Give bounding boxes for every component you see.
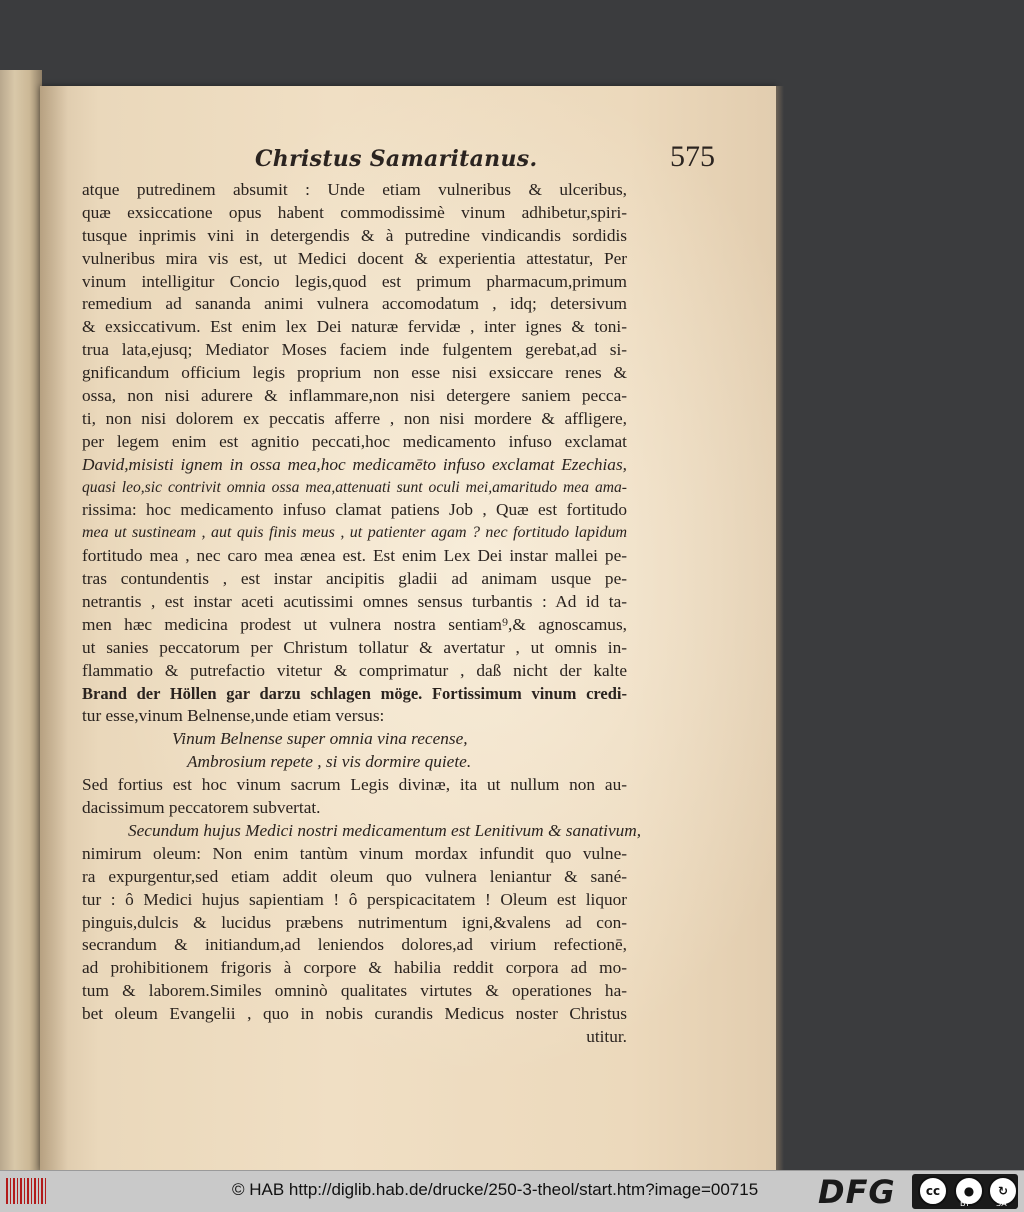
text-line: ossa, non nisi adurere & inflammare,non nisi detergere saniem pecca- <box>82 386 627 406</box>
text-line: ti, non nisi dolorem ex peccatis afferre , non nisi mordere & affligere, <box>82 408 627 428</box>
share-alike-icon: ↻ <box>988 1176 1018 1206</box>
text-block <box>82 179 642 1049</box>
text-line: quæ exsiccatione opus habent commodissimè vinum adhibetur,spiri- <box>82 202 627 222</box>
text-line: quasi leo,sic contrivit omnia ossa mea,attenuati sunt oculi mei,amaritudo mea ama- <box>82 478 627 496</box>
text-line: trua lata,ejusq; Mediator Moses faciem inde fulgentem gerebat,ad si- <box>82 340 627 360</box>
text-line: Secundum hujus Medici nostri medicamentum est Lenitivum & sanativum, <box>128 820 642 840</box>
text-line: remedium ad sananda animi vulnera accomodatum , idq; detersivum <box>82 294 627 314</box>
text-line: flammatio & putrefactio vitetur & comprimatur , daß nicht der kalte <box>82 660 627 680</box>
text-line: tur : ô Medici hujus sapientiam ! ô perspicacitatem ! Oleum est liquor <box>82 889 627 909</box>
text-line: ut sanies peccatorum per Christum tollatur & avertatur , ut omnis in- <box>82 637 627 657</box>
text-line: atque putredinem absumit : Unde etiam vulneribus & ulceribus, <box>82 180 627 199</box>
page-header <box>255 140 755 176</box>
text-line: fortitudo mea , nec caro mea ænea est. Est enim Lex Dei instar mallei pe- <box>82 546 627 566</box>
verse-line: Vinum Belnense super omnia vina recense, <box>172 729 468 749</box>
text-line: gnificandum officium legis proprium non esse nisi exsiccare renes & <box>82 363 627 383</box>
text-line: tusque inprimis vini in detergendis & à putredine vindicandis sordidis <box>82 225 627 245</box>
text-line: tum & laborem.Similes omninò qualitates virtutes & operationes ha- <box>82 981 627 1001</box>
text-line: pinguis,dulcis & lucidus præbens nutrimentum igni,&valens ad con- <box>82 912 627 932</box>
book-edge <box>0 70 42 1170</box>
text-line: nimirum oleum: Non enim tantùm vinum mordax infundit quo vulne- <box>82 843 627 863</box>
dfg-logo: DFG <box>818 1173 896 1211</box>
text-line: ad prohibitionem frigoris à corpore & habilia reddit corpora ad mo- <box>82 958 627 978</box>
page-right-edge <box>776 86 784 1170</box>
cc-icon: cc <box>918 1176 948 1206</box>
text-line: dacissimum peccatorem subvertat. <box>82 798 321 818</box>
text-line: per legem enim est agnitio peccati,hoc medicamento infuso exclamat <box>82 431 627 451</box>
verse-line: Ambrosium repete , si vis dormire quiete. <box>187 752 472 772</box>
text-line: & exsiccativum. Est enim lex Dei naturæ fervidæ , inter ignes & toni- <box>82 317 627 337</box>
text-line: David,misisti ignem in ossa mea,hoc medicamēto infuso exclamat Ezechias, <box>82 454 627 474</box>
running-title: Christus Samaritanus. <box>255 146 538 172</box>
page-number: 575 <box>670 140 715 173</box>
sa-label: SA <box>996 1199 1007 1208</box>
text-line: Sed fortius est hoc vinum sacrum Legis divinæ, ita ut nullum non au- <box>82 775 627 795</box>
by-person-icon: ● <box>954 1176 984 1206</box>
text-line: mea ut sustineam , aut quis finis meus , ut patienter agam ? nec fortitudo lapidum <box>82 524 627 542</box>
text-line: vulneribus mira vis est, ut Medici docent & experientia attestatur, Per <box>82 248 627 268</box>
text-line: Brand der Höllen gar darzu schlagen möge. Fortissimum vinum credi- <box>82 683 627 703</box>
text-line: men hæc medicina prodest ut vulnera nostra sentiam⁹,& agnoscamus, <box>82 614 627 634</box>
source-link[interactable]: © HAB http://diglib.hab.de/drucke/250-3-theol/start.htm?image=00715 <box>232 1180 759 1199</box>
by-label: BY <box>960 1199 970 1208</box>
footer-bar <box>0 1170 1024 1212</box>
catchword: utitur. <box>586 1026 627 1046</box>
cc-license-badge[interactable] <box>912 1174 1018 1209</box>
text-line: tur esse,vinum Belnense,unde etiam versus: <box>82 706 385 726</box>
text-line: ra expurgentur,sed etiam addit oleum quo vulnera leniantur & sané- <box>82 866 627 886</box>
text-line: netrantis , est instar aceti acutissimi omnes sensus turbantis : Ad id ta- <box>82 592 627 612</box>
text-line: vinum intelligitur Concio legis,quod est primum pharmacum,primum <box>82 271 627 291</box>
scanned-page <box>40 86 776 1170</box>
text-line: secrandum & initiandum,ad leniendos dolores,ad virium refectionē, <box>82 935 627 955</box>
text-line: bet oleum Evangelii , quo in nobis curandis Medicus noster Christus <box>82 1004 627 1024</box>
text-line: rissima: hoc medicamento infuso clamat patiens Job , Quæ est fortitudo <box>82 500 627 520</box>
text-line: tras contundentis , est instar ancipitis gladii ad animam usque pe- <box>82 569 627 589</box>
library-logo-icon <box>6 1178 46 1204</box>
